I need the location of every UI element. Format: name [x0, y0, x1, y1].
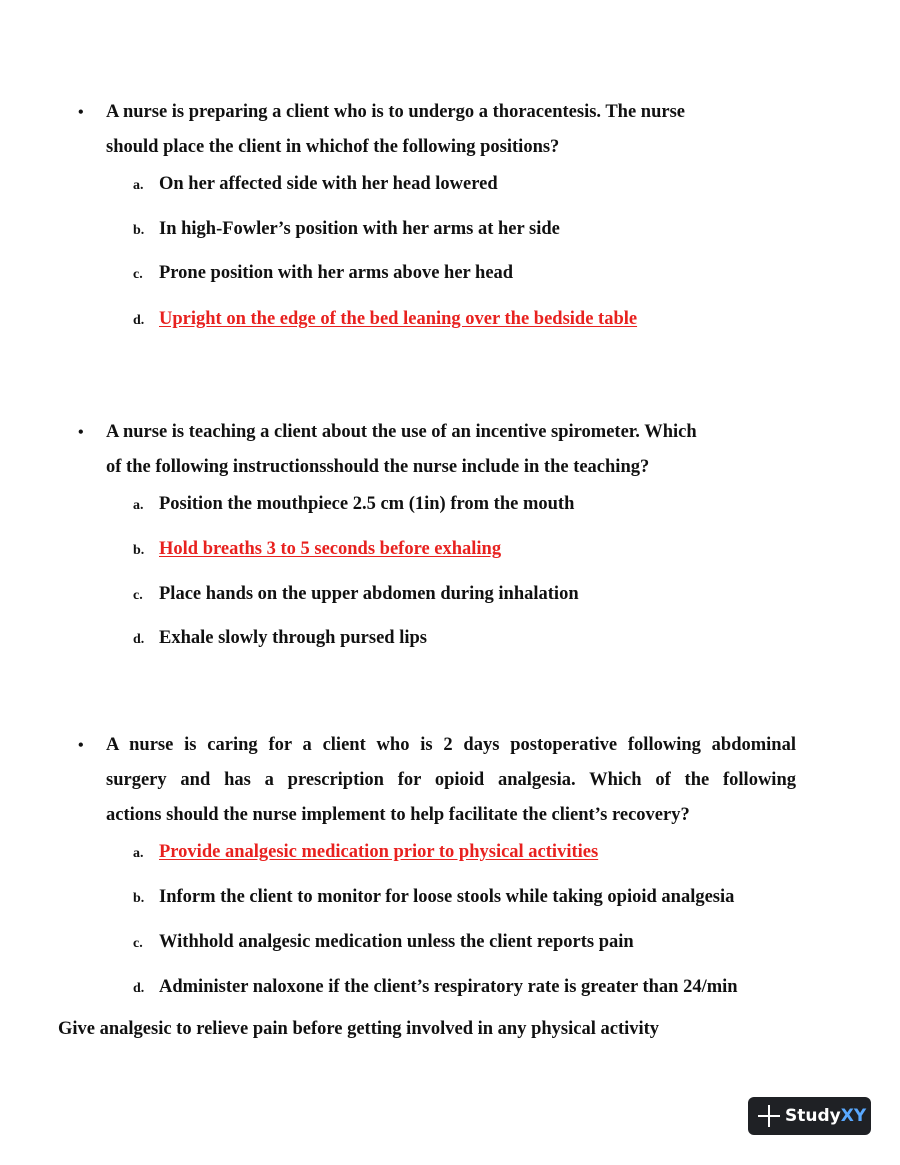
option-c [0, 262, 900, 292]
option-a [0, 173, 900, 203]
option-d [0, 308, 900, 338]
bullet-icon: • [78, 424, 84, 441]
option-letter: c. [133, 936, 143, 951]
bullet-icon: • [78, 104, 84, 121]
option-letter: b. [133, 223, 145, 238]
option-c [0, 583, 900, 613]
option-text: Withhold analgesic medication unless the client reports pain [159, 932, 634, 952]
option-text: Exhale slowly through pursed lips [159, 628, 427, 648]
question-stem [106, 728, 796, 833]
stem-line: should place the client in whichof the following positions? [106, 137, 560, 157]
correct-answer-text: Hold breaths 3 to 5 seconds before exhaling [159, 539, 502, 559]
option-a [0, 841, 900, 871]
option-letter: a. [133, 846, 144, 861]
stem-line: A nurse is caring for a client who is 2 days postoperative following abdominal [106, 735, 796, 755]
rationale-text: Give analgesic to relieve pain before getting involved in any physical activity [58, 1019, 660, 1039]
option-d [0, 627, 900, 657]
option-b [0, 886, 900, 916]
question-stem [106, 415, 796, 485]
stem-line: A nurse is teaching a client about the use of an incentive spirometer. Which [106, 422, 697, 442]
option-a [0, 493, 900, 523]
option-b [0, 538, 900, 568]
option-letter: b. [133, 891, 145, 906]
option-d [0, 976, 900, 1006]
option-text: Administer naloxone if the client’s respiratory rate is greater than 24/min [159, 977, 738, 997]
question-stem [106, 95, 796, 165]
correct-answer-text: Upright on the edge of the bed leaning over the bedside table [159, 309, 638, 329]
option-letter: b. [133, 543, 145, 558]
stem-line: actions should the nurse implement to help facilitate the client’s recovery? [106, 805, 690, 825]
option-text: Position the mouthpiece 2.5 cm (1in) from the mouth [159, 494, 575, 514]
option-letter: d. [133, 981, 145, 996]
correct-answer-text: Provide analgesic medication prior to physical activities [159, 842, 599, 862]
stem-line: A nurse is preparing a client who is to undergo a thoracentesis. The nurse [106, 102, 686, 122]
plus-icon [758, 1105, 780, 1127]
brand-main: Study [785, 1106, 841, 1126]
option-text: Place hands on the upper abdomen during inhalation [159, 584, 579, 604]
option-text: Prone position with her arms above her head [159, 263, 514, 283]
option-text: In high-Fowler’s position with her arms at her side [159, 219, 560, 239]
option-letter: c. [133, 267, 143, 282]
option-text: On her affected side with her head lowered [159, 174, 498, 194]
option-letter: a. [133, 498, 144, 513]
option-b [0, 218, 900, 248]
option-text: Inform the client to monitor for loose stools while taking opioid analgesia [159, 887, 735, 907]
stem-line: surgery and has a prescription for opioid analgesia. Which of the following [106, 770, 796, 790]
option-letter: d. [133, 313, 145, 328]
brand-accent: XY [840, 1106, 867, 1126]
bullet-icon: • [78, 737, 84, 754]
studyxy-badge[interactable] [748, 1097, 871, 1135]
stem-line: of the following instructionsshould the nurse include in the teaching? [106, 457, 650, 477]
option-letter: d. [133, 632, 145, 647]
option-letter: a. [133, 178, 144, 193]
option-letter: c. [133, 588, 143, 603]
badge-label [785, 1105, 866, 1127]
option-c [0, 931, 900, 961]
